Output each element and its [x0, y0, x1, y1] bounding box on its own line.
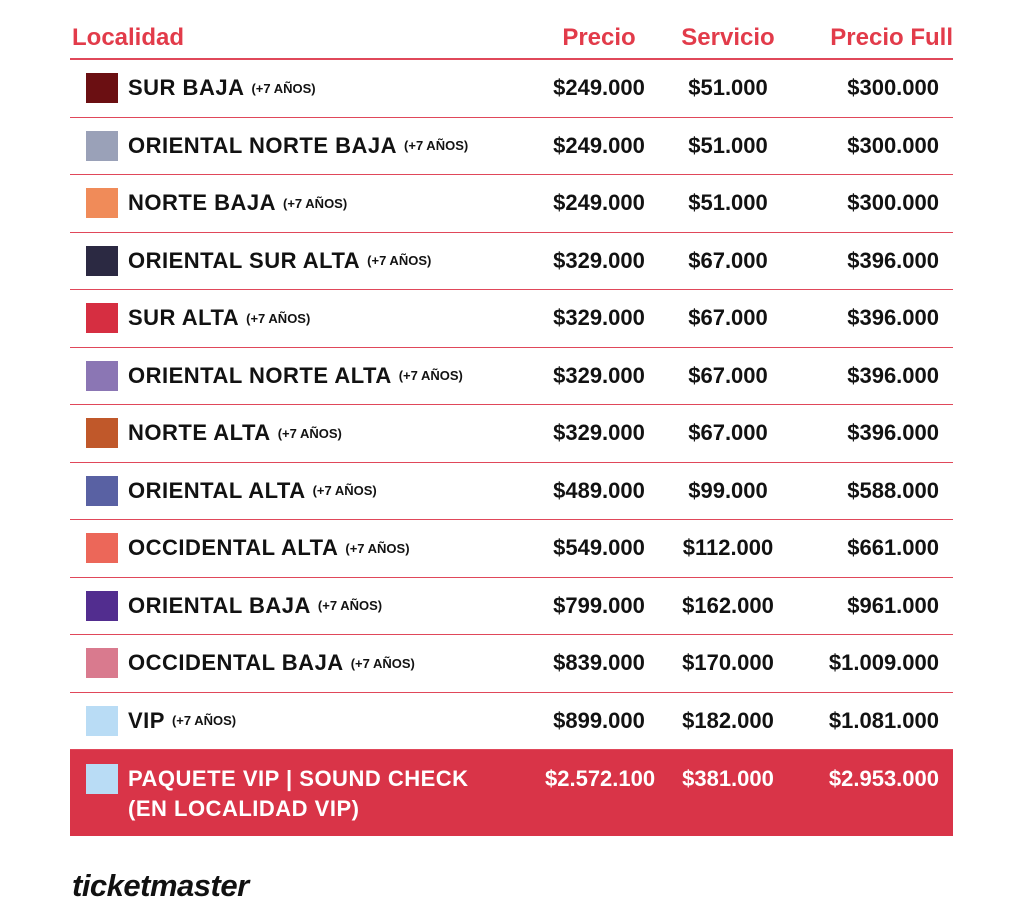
location-name: ORIENTAL SUR ALTA — [128, 247, 361, 273]
row-location — [70, 303, 545, 333]
row-location — [70, 648, 545, 678]
vip-package-name — [128, 764, 469, 824]
row-precio: $329.000 — [553, 305, 645, 331]
location-color-swatch — [86, 533, 118, 563]
row-precio-full: $1.081.000 — [828, 707, 939, 733]
row-precio-full: $300.000 — [847, 190, 939, 216]
age-restriction: (+7 AÑOS) — [398, 368, 463, 384]
location-name: ORIENTAL BAJA — [128, 592, 311, 618]
row-location — [70, 591, 545, 621]
vip-package-line1: PAQUETE VIP | SOUND CHECK — [128, 766, 469, 791]
table-row — [70, 693, 953, 751]
location-color-swatch — [86, 303, 118, 333]
row-precio-full: $396.000 — [847, 420, 939, 446]
row-precio: $329.000 — [553, 362, 645, 388]
row-precio: $489.000 — [553, 477, 645, 503]
vip-package-row — [70, 750, 953, 836]
header-servicio: Servicio — [681, 24, 775, 51]
header-localidad: Localidad — [72, 24, 185, 51]
vip-package-color-swatch — [86, 764, 118, 794]
location-color-swatch — [86, 246, 118, 276]
row-servicio: $67.000 — [688, 247, 768, 273]
row-servicio: $99.000 — [688, 477, 768, 503]
location-name: NORTE BAJA — [128, 190, 277, 216]
row-servicio: $112.000 — [682, 535, 774, 561]
age-restriction: (+7 AÑOS) — [345, 540, 410, 556]
table-row — [70, 405, 953, 463]
row-precio-full: $1.009.000 — [828, 650, 939, 676]
location-name: OCCIDENTAL ALTA — [128, 535, 339, 561]
row-servicio: $162.000 — [682, 592, 774, 618]
row-precio-full: $396.000 — [847, 247, 939, 273]
location-color-swatch — [86, 131, 118, 161]
age-restriction: (+7 AÑOS) — [317, 598, 383, 614]
age-restriction: (+7 AÑOS) — [350, 655, 415, 671]
age-restriction: (+7 AÑOS) — [277, 425, 342, 441]
age-restriction: (+7 AÑOS) — [283, 195, 348, 211]
header-precio: Precio — [562, 24, 636, 51]
row-precio: $839.000 — [553, 650, 645, 676]
location-name: VIP — [128, 707, 165, 733]
row-location — [70, 476, 545, 506]
age-restriction: (+7 AÑOS) — [246, 310, 311, 326]
row-precio-full: $661.000 — [847, 535, 939, 561]
row-location — [70, 131, 545, 161]
location-name: OCCIDENTAL BAJA — [128, 650, 344, 676]
row-precio-full: $300.000 — [847, 132, 939, 158]
location-name: ORIENTAL ALTA — [128, 477, 306, 503]
row-precio-full: $588.000 — [847, 477, 939, 503]
table-row — [70, 578, 953, 636]
header-precio-full: Precio Full — [830, 24, 953, 51]
vip-package-precio: $2.572.100 — [545, 766, 656, 791]
ticketmaster-logo: ticketmaster — [72, 868, 249, 903]
location-color-swatch — [86, 418, 118, 448]
location-name: SUR ALTA — [128, 305, 240, 331]
row-location — [70, 73, 545, 103]
location-color-swatch — [86, 73, 118, 103]
row-servicio: $67.000 — [688, 305, 768, 331]
table-row — [70, 233, 953, 291]
vip-package-line2: (EN LOCALIDAD VIP) — [128, 796, 360, 821]
row-location — [70, 706, 545, 736]
vip-package-servicio: $381.000 — [682, 766, 774, 791]
row-location — [70, 418, 545, 448]
row-precio: $899.000 — [553, 707, 645, 733]
table-row — [70, 463, 953, 521]
location-color-swatch — [86, 648, 118, 678]
table-row — [70, 118, 953, 176]
row-precio: $329.000 — [553, 247, 645, 273]
row-servicio: $51.000 — [688, 132, 768, 158]
row-precio: $329.000 — [553, 420, 645, 446]
table-row — [70, 290, 953, 348]
location-color-swatch — [86, 361, 118, 391]
row-servicio: $51.000 — [688, 75, 768, 101]
age-restriction: (+7 AÑOS) — [404, 138, 469, 154]
location-name: NORTE ALTA — [128, 420, 271, 446]
row-location — [70, 361, 545, 391]
row-precio-full: $961.000 — [847, 592, 939, 618]
row-location — [70, 188, 545, 218]
vip-package-precio-full: $2.953.000 — [828, 766, 939, 791]
row-precio-full: $300.000 — [847, 75, 939, 101]
table-row — [70, 60, 953, 118]
row-precio-full: $396.000 — [847, 362, 939, 388]
location-color-swatch — [86, 188, 118, 218]
row-precio: $249.000 — [553, 132, 645, 158]
table-header — [70, 14, 953, 60]
price-table — [70, 14, 953, 836]
location-color-swatch — [86, 476, 118, 506]
location-color-swatch — [86, 706, 118, 736]
row-servicio: $67.000 — [688, 362, 768, 388]
row-location — [70, 533, 545, 563]
table-row — [70, 175, 953, 233]
table-body — [70, 60, 953, 750]
age-restriction: (+7 AÑOS) — [171, 713, 237, 729]
age-restriction: (+7 AÑOS) — [251, 80, 316, 96]
table-row — [70, 635, 953, 693]
table-row — [70, 348, 953, 406]
row-precio-full: $396.000 — [847, 305, 939, 331]
row-servicio: $67.000 — [688, 420, 768, 446]
table-row — [70, 520, 953, 578]
row-precio: $799.000 — [553, 592, 645, 618]
row-precio: $249.000 — [553, 190, 645, 216]
location-color-swatch — [86, 591, 118, 621]
row-servicio: $182.000 — [682, 707, 774, 733]
location-name: ORIENTAL NORTE ALTA — [128, 362, 392, 388]
location-name: SUR BAJA — [128, 75, 245, 101]
row-location — [70, 246, 545, 276]
row-servicio: $51.000 — [688, 190, 768, 216]
location-name: ORIENTAL NORTE BAJA — [128, 132, 398, 158]
age-restriction: (+7 AÑOS) — [312, 483, 377, 499]
row-precio: $549.000 — [553, 535, 645, 561]
row-servicio: $170.000 — [682, 650, 774, 676]
vip-package-location — [70, 764, 545, 824]
row-precio: $249.000 — [553, 75, 645, 101]
age-restriction: (+7 AÑOS) — [367, 253, 432, 269]
